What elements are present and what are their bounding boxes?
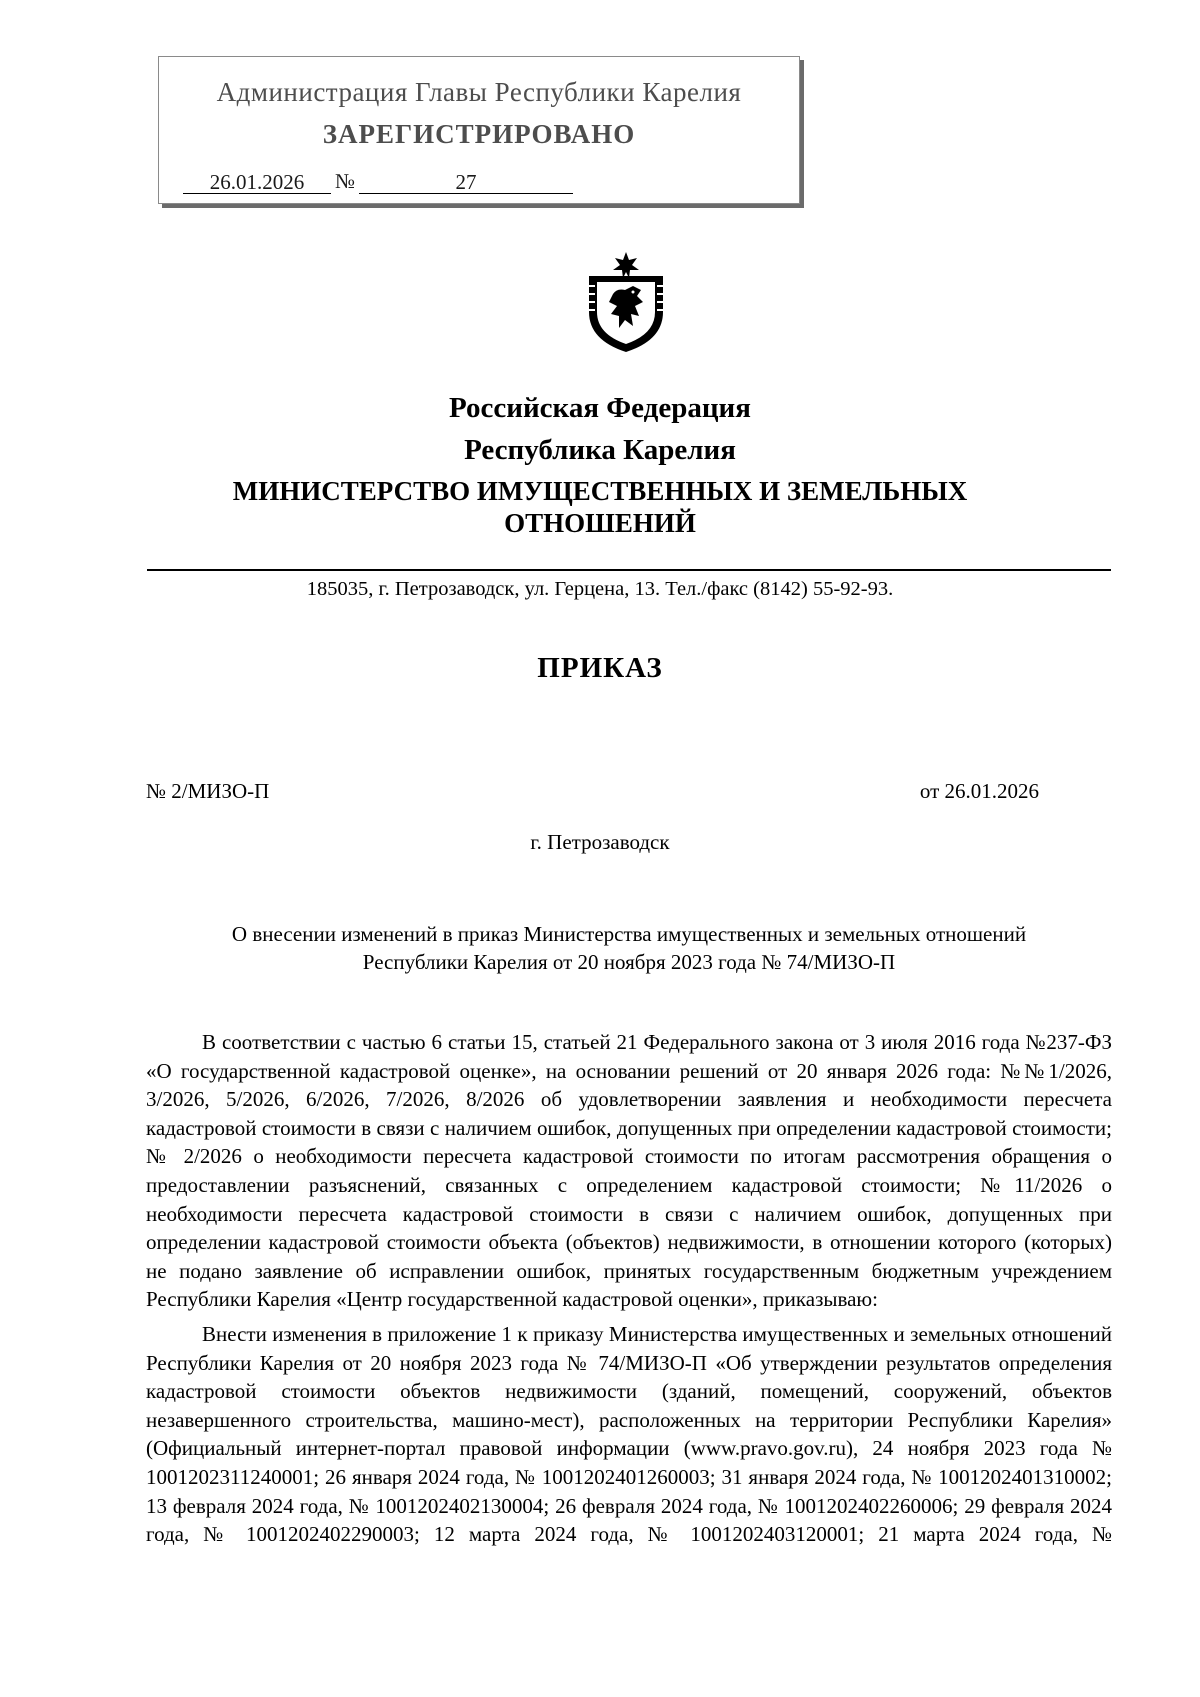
stamp-number-sign: № — [335, 169, 356, 193]
subject-line-2: Республики Карелия от 20 ноября 2023 года № 74/МИЗО-П — [362, 950, 896, 974]
header-ministry-line1: МИНИСТЕРСТВО ИМУЩЕСТВЕННЫХ И ЗЕМЕЛЬНЫХ — [232, 476, 968, 506]
document-city: г. Петрозаводск — [530, 830, 670, 854]
header-divider — [147, 569, 1111, 571]
document-subject — [146, 920, 1112, 976]
coat-of-arms-icon — [583, 250, 669, 354]
stamp-registration-line — [183, 169, 573, 194]
stamp-organization: Администрация Главы Республики Карелия — [216, 77, 742, 107]
document-number: № 2/МИЗО-П — [146, 779, 270, 803]
document-type: ПРИКАЗ — [537, 652, 663, 684]
body-paragraph-1: В соответствии с частью 6 статьи 15, статьей 21 Федерального закона от 3 июля 2016 года №237-ФЗ «О государственной кадастровой оценке», на основании решений от 20 января 2026 года: №№1/2026, 3/2026, 5/2026, 6/2026, 7/2026, 8/2026 об удовлетворении заявления и необходимости пересчета кадастровой стоимости в связи с наличием ошибок, допущенных при определении кадастровой стоимости; № 2/2026 о необходимости пересчета кадастровой стоимости по итогам рассмотрения обращения о предоставлении разъяснений, связанных с определением кадастровой стоимости; №11/2026 о необходимости пересчета кадастровой стоимости в связи с наличием ошибок, допущенных при определении кадастровой стоимости объекта (объектов) недвижимости, в отношении которого (которых) не подано заявление об исправлении ошибок, принятых государственным бюджетным учреждением Республики Карелия «Центр государственной кадастровой оценки», приказываю: — [146, 1030, 1112, 1312]
document-date: от 26.01.2026 — [919, 779, 1039, 803]
header-country: Российская Федерация — [449, 392, 751, 424]
document-body — [146, 1028, 1112, 1555]
body-paragraph-2: Внести изменения в приложение 1 к приказу Министерства имущественных и земельных отношений Республики Карелия от 20 ноября 2023 года № 74/МИЗО-П «Об утверждении результатов определения кадастровой стоимости объектов недвижимости (зданий, помещений, сооружений, объектов незавершенного строительства, машино-мест), расположенных на территории Республики Карелия» (Официальный интернет-портал правовой информации (www.pravo.gov.ru), 24 ноября 2023 года № 1001202311240001; 26 января 2024 года, № 1001202401260003; 31 января 2024 года, № 1001202401310002; 13 февраля 2024 года, № 1001202402130004; 26 февраля 2024 года, № 1001202402260006; 29 февраля 2024 года, № 1001202402290003; 12 марта 2024 года, № 1001202403120001; 21 марта 2024 года, № — [146, 1321, 1112, 1547]
registration-stamp — [158, 56, 800, 204]
stamp-date: 26.01.2026 — [183, 171, 331, 194]
ministry-address: 185035, г. Петрозаводск, ул. Герцена, 13. Тел./факс (8142) 55-92-93. — [306, 578, 894, 600]
subject-line-1: О внесении изменений в приказ Министерства имущественных и земельных отношений — [231, 922, 1027, 946]
header-republic: Республика Карелия — [464, 434, 736, 466]
stamp-number: 27 — [359, 171, 573, 194]
header-ministry-line2: ОТНОШЕНИЙ — [504, 508, 696, 538]
stamp-registered: ЗАРЕГИСТРИРОВАНО — [322, 119, 636, 149]
